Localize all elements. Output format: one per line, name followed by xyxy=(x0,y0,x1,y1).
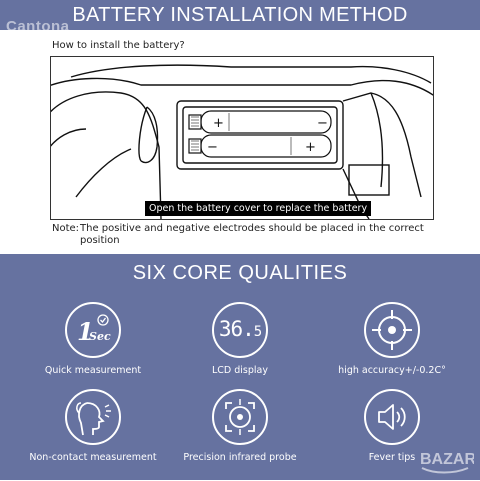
qualities-section xyxy=(0,254,480,480)
howto-question: How to install the battery? xyxy=(52,40,185,51)
lcd-digits: 36. xyxy=(218,317,254,341)
note-label: Note: xyxy=(52,223,80,234)
page-title: BATTERY INSTALLATION METHOD xyxy=(72,4,408,26)
battery-minus-sign-2: − xyxy=(207,140,218,155)
feature-label: Quick measurement xyxy=(44,365,142,376)
infrared-probe-icon xyxy=(212,389,268,445)
watermark-bottom-text: BAZAR xyxy=(420,451,474,468)
bazar-watermark-logo xyxy=(418,442,474,476)
battery-plus-sign-2: + xyxy=(305,140,316,155)
lcd-reading xyxy=(214,317,266,341)
non-contact-head-icon xyxy=(65,389,121,445)
feature-label: Non-contact measurement xyxy=(29,452,157,463)
icon-1-text: 1 xyxy=(77,317,94,346)
note xyxy=(52,223,452,247)
1sec-clock-icon xyxy=(65,302,121,358)
feature-label: LCD display xyxy=(212,365,268,376)
icon-sec-text: Sec xyxy=(89,330,111,343)
battery-plus-sign: + xyxy=(213,116,224,131)
feature-label: Precision infrared probe xyxy=(183,452,297,463)
battery-diagram xyxy=(50,56,434,220)
diagram-caption: Open the battery cover to replace the battery xyxy=(145,201,371,216)
qualities-title: SIX CORE QUALITIES xyxy=(132,262,348,284)
note-text: The positive and negative electrodes should be placed in the correct position xyxy=(80,223,424,246)
feature-label: Fever tips xyxy=(368,452,416,463)
feature-label: high accuracy+/-0.2C° xyxy=(338,365,446,376)
battery-minus-sign: − xyxy=(317,116,328,131)
watermark-text: Cantona xyxy=(6,18,70,35)
crosshair-target-icon xyxy=(364,302,420,358)
speaker-icon xyxy=(364,389,420,445)
lcd-decimal: 5 xyxy=(253,324,262,340)
thermometer-drawing xyxy=(51,57,433,219)
lcd-display-icon xyxy=(212,302,268,358)
